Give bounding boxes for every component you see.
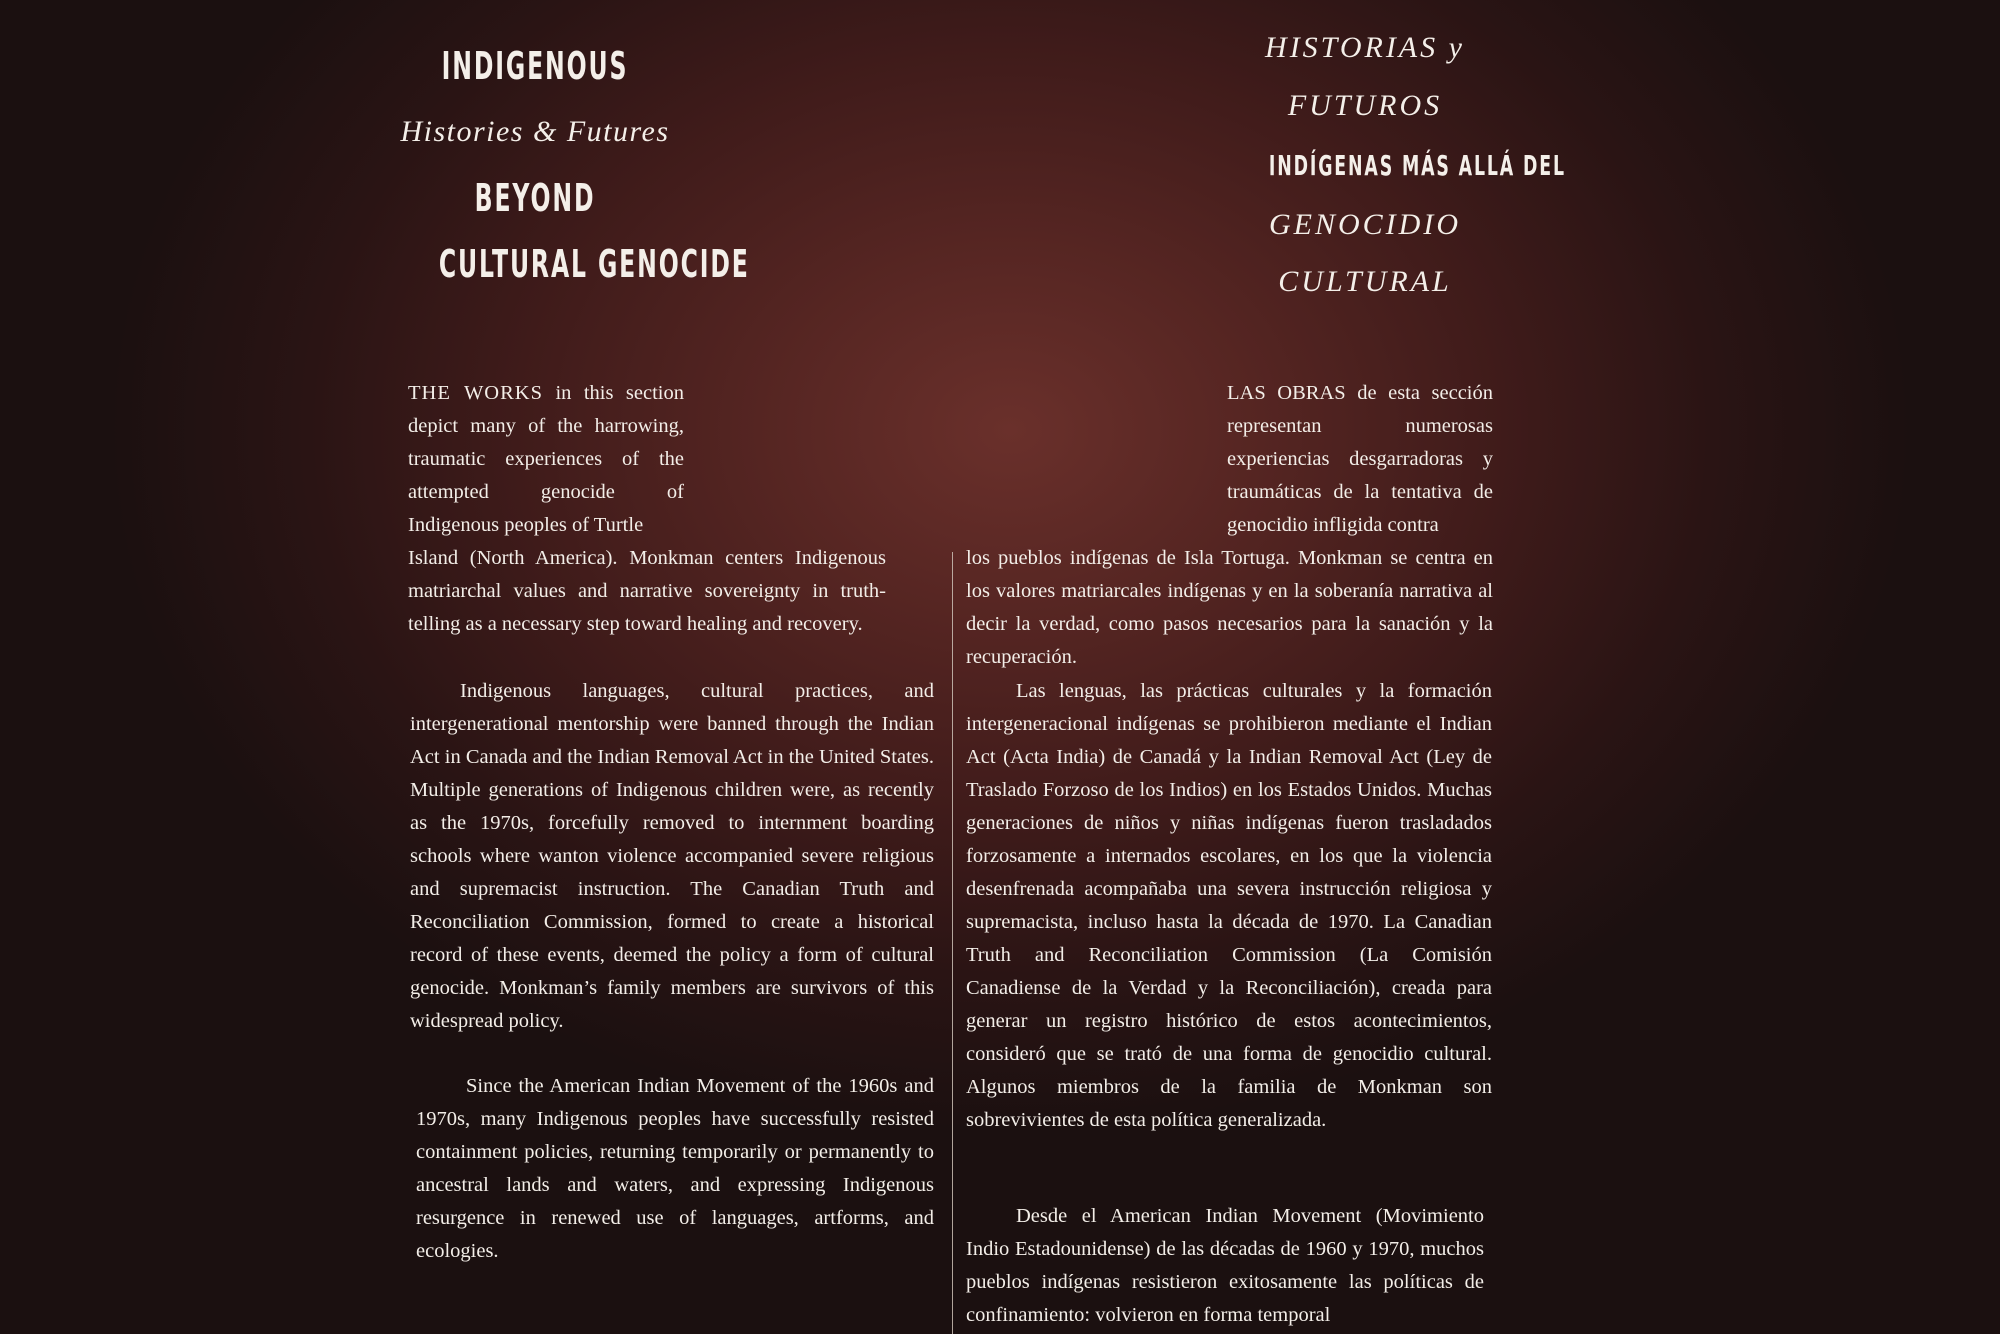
heading-en-line-2: Histories & Futures: [400, 115, 670, 148]
english-paragraph-1-end: Island (North America). Monkman centers Indigenous matriarchal values and narrative sovereignty in truth-telling as a necessary step toward healing and recovery.: [408, 547, 886, 635]
spanish-lead-in: LAS OBRAS: [1227, 382, 1346, 404]
spanish-paragraph-2: Las lenguas, las prácticas culturales y la formación intergeneracional indígenas se prohibieron mediante el Indian Act (Acta India) de Canadá y la Indian Removal Act (Ley de Traslado Forzoso de los Indios) en los Estados Unidos. Muchas generaciones de niños y niñas indígenas fueron trasladados forzosamente a internados escolares, en los que la violencia desenfrenada acompañaba una severa instrucción religiosa y supremacista, incluso hasta la década de 1970. La Canadian Truth and Reconciliation Commission (La Comisión Canadiense de la Verdad y la Reconciliación), creada para generar un registro histórico de estos acontecimientos, consideró que se trató de una forma de genocidio cultural. Algunos miembros de la familia de Monkman son sobrevivientes de esta política generalizada.: [966, 680, 1492, 1131]
heading-es-line-4: GENOCIDIO: [1269, 208, 1461, 241]
heading-en-line-1: INDIGENOUS: [441, 44, 629, 88]
heading-es-line-5: CULTURAL: [1278, 265, 1452, 298]
english-paragraph-3: Since the American Indian Movement of the 1960s and 1970s, many Indigenous peoples have successfully resisted containment policies, returning temporarily or permanently to ancestral lands and waters, and expressing Indigenous resurgence in renewed use of languages, artforms, and ecologies.: [416, 1075, 934, 1262]
english-paragraph-1a-text: in this section depict many of the harrowing, traumatic experiences of the attempted genocide of Indigenous peoples of Turtle: [408, 382, 684, 536]
spanish-heading: [1210, 20, 1566, 310]
spanish-paragraph-1-start: [1227, 377, 1493, 542]
english-paragraph-2: Indigenous languages, cultural practices, and intergenerational mentorship were banned through the Indian Act in Canada and the Indian Removal Act in the United States. Multiple generations of Indigenous children were, as recently as the 1970s, forcefully removed to internment boarding schools where wanton violence accompanied severe religious and supremacist instruction. The Canadian Truth and Reconciliation Commission, formed to create a historical record of these events, deemed the policy a form of cultural genocide. Monkman’s family members are survivors of this widespread policy.: [410, 680, 934, 1032]
spanish-paragraph-1a-text: de esta sección representan numerosas experiencias desgarradoras y traumáticas de la tentativa de genocidio infligida contra: [1227, 382, 1493, 536]
spanish-paragraph-3: Desde el American Indian Movement (Movimiento Indio Estadounidense) de las décadas de 1960 y 1970, muchos pueblos indígenas resistieron exitosamente las políticas de confinamiento: volvieron en forma temporal: [966, 1205, 1484, 1326]
heading-es-line-3: INDÍGENAS MÁS ALLÁ DEL: [1268, 149, 1566, 182]
column-divider: [952, 552, 953, 1334]
heading-en-line-3: BEYOND: [474, 176, 596, 220]
english-lead-in: THE WORKS: [408, 382, 543, 404]
heading-en-line-4: CULTURAL GENOCIDE: [438, 242, 750, 286]
english-paragraph-1-start: [408, 377, 684, 542]
spanish-paragraph-1-end: los pueblos indígenas de Isla Tortuga. Monkman se centra en los valores matriarcales indígenas y en la soberanía narrativa al decir la verdad, como pasos necesarios para la sanación y la recuperación.: [966, 547, 1493, 668]
heading-es-line-1: HISTORIAS y: [1265, 31, 1465, 64]
heading-es-line-2: FUTUROS: [1287, 89, 1443, 122]
english-heading: [380, 40, 750, 304]
